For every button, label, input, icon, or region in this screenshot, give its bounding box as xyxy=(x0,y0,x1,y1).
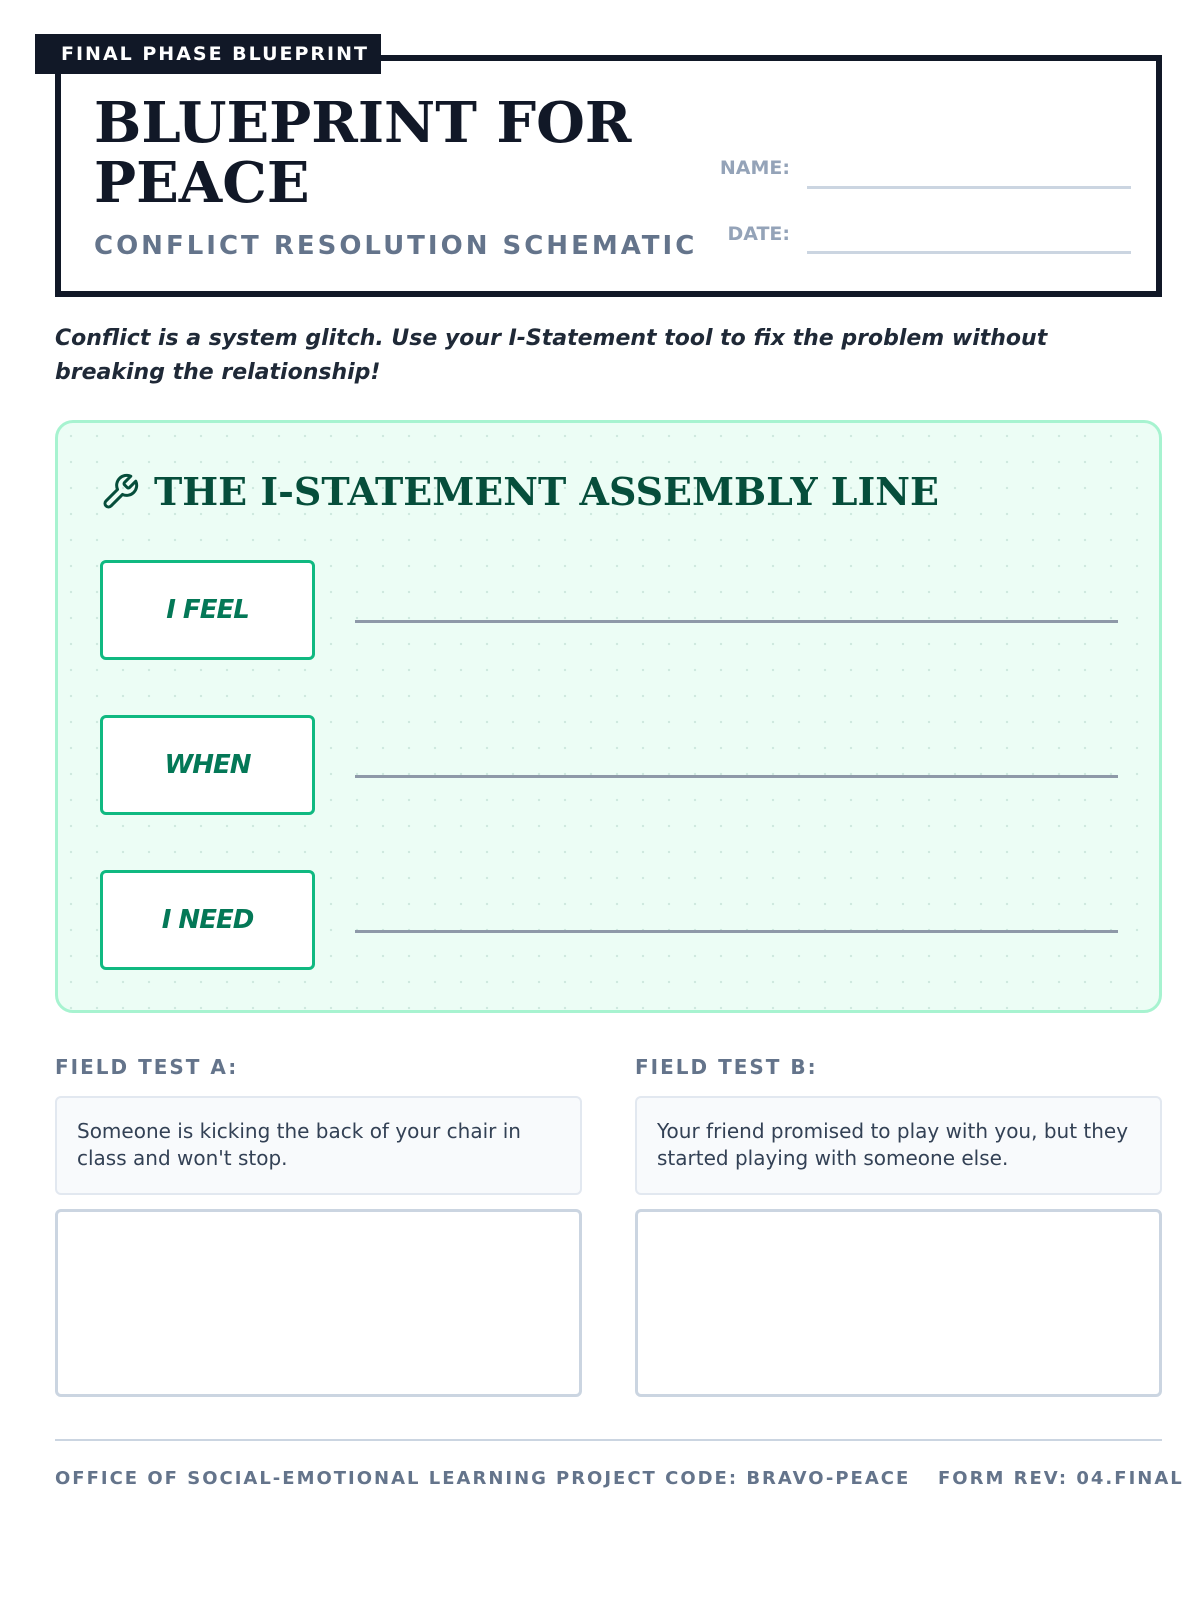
step-i-need xyxy=(100,870,315,970)
field-test-a-scenario: Someone is kicking the back of your chair in class and won't stop. xyxy=(55,1096,582,1195)
header-box xyxy=(55,55,1162,297)
step-label: I FEEL xyxy=(166,595,249,625)
field-test-b-answer-box[interactable] xyxy=(635,1209,1162,1397)
step-i-feel xyxy=(100,560,315,660)
i-need-answer-line[interactable] xyxy=(355,930,1118,933)
footer-form-revision: FORM REV: 04.FINAL xyxy=(938,1468,1184,1489)
i-feel-answer-line[interactable] xyxy=(355,620,1118,623)
assembly-header xyxy=(100,469,939,514)
footer-divider xyxy=(55,1439,1162,1441)
field-test-b-scenario: Your friend promised to play with you, but they started playing with someone else. xyxy=(635,1096,1162,1195)
when-answer-line[interactable] xyxy=(355,775,1118,778)
intro-text: Conflict is a system glitch. Use your I-Statement tool to fix the problem without breaking the relationship! xyxy=(55,326,1048,385)
field-test-a-label: FIELD TEST A: xyxy=(55,1055,239,1079)
step-label: WHEN xyxy=(164,750,251,780)
assembly-title: THE I-STATEMENT ASSEMBLY LINE xyxy=(154,469,939,514)
page-subtitle: CONFLICT RESOLUTION SCHEMATIC xyxy=(94,231,698,261)
date-label: DATE: xyxy=(727,223,790,245)
page-title xyxy=(94,90,694,216)
wrench-icon xyxy=(100,472,140,512)
assembly-panel xyxy=(55,420,1162,1013)
field-test-a-answer-box[interactable] xyxy=(55,1209,582,1397)
name-label: NAME: xyxy=(719,157,790,179)
field-test-b-label: FIELD TEST B: xyxy=(635,1055,818,1079)
title-line-1: BLUEPRINT FOR xyxy=(94,90,632,156)
step-when xyxy=(100,715,315,815)
name-field[interactable] xyxy=(807,186,1131,189)
title-line-2: PEACE xyxy=(94,150,310,216)
phase-tag: FINAL PHASE BLUEPRINT xyxy=(35,34,381,74)
date-field[interactable] xyxy=(807,251,1131,254)
step-label: I NEED xyxy=(161,905,254,935)
footer-project-code: PROJECT CODE: BRAVO-PEACE xyxy=(556,1468,911,1489)
footer-office: OFFICE OF SOCIAL-EMOTIONAL LEARNING xyxy=(55,1468,548,1489)
